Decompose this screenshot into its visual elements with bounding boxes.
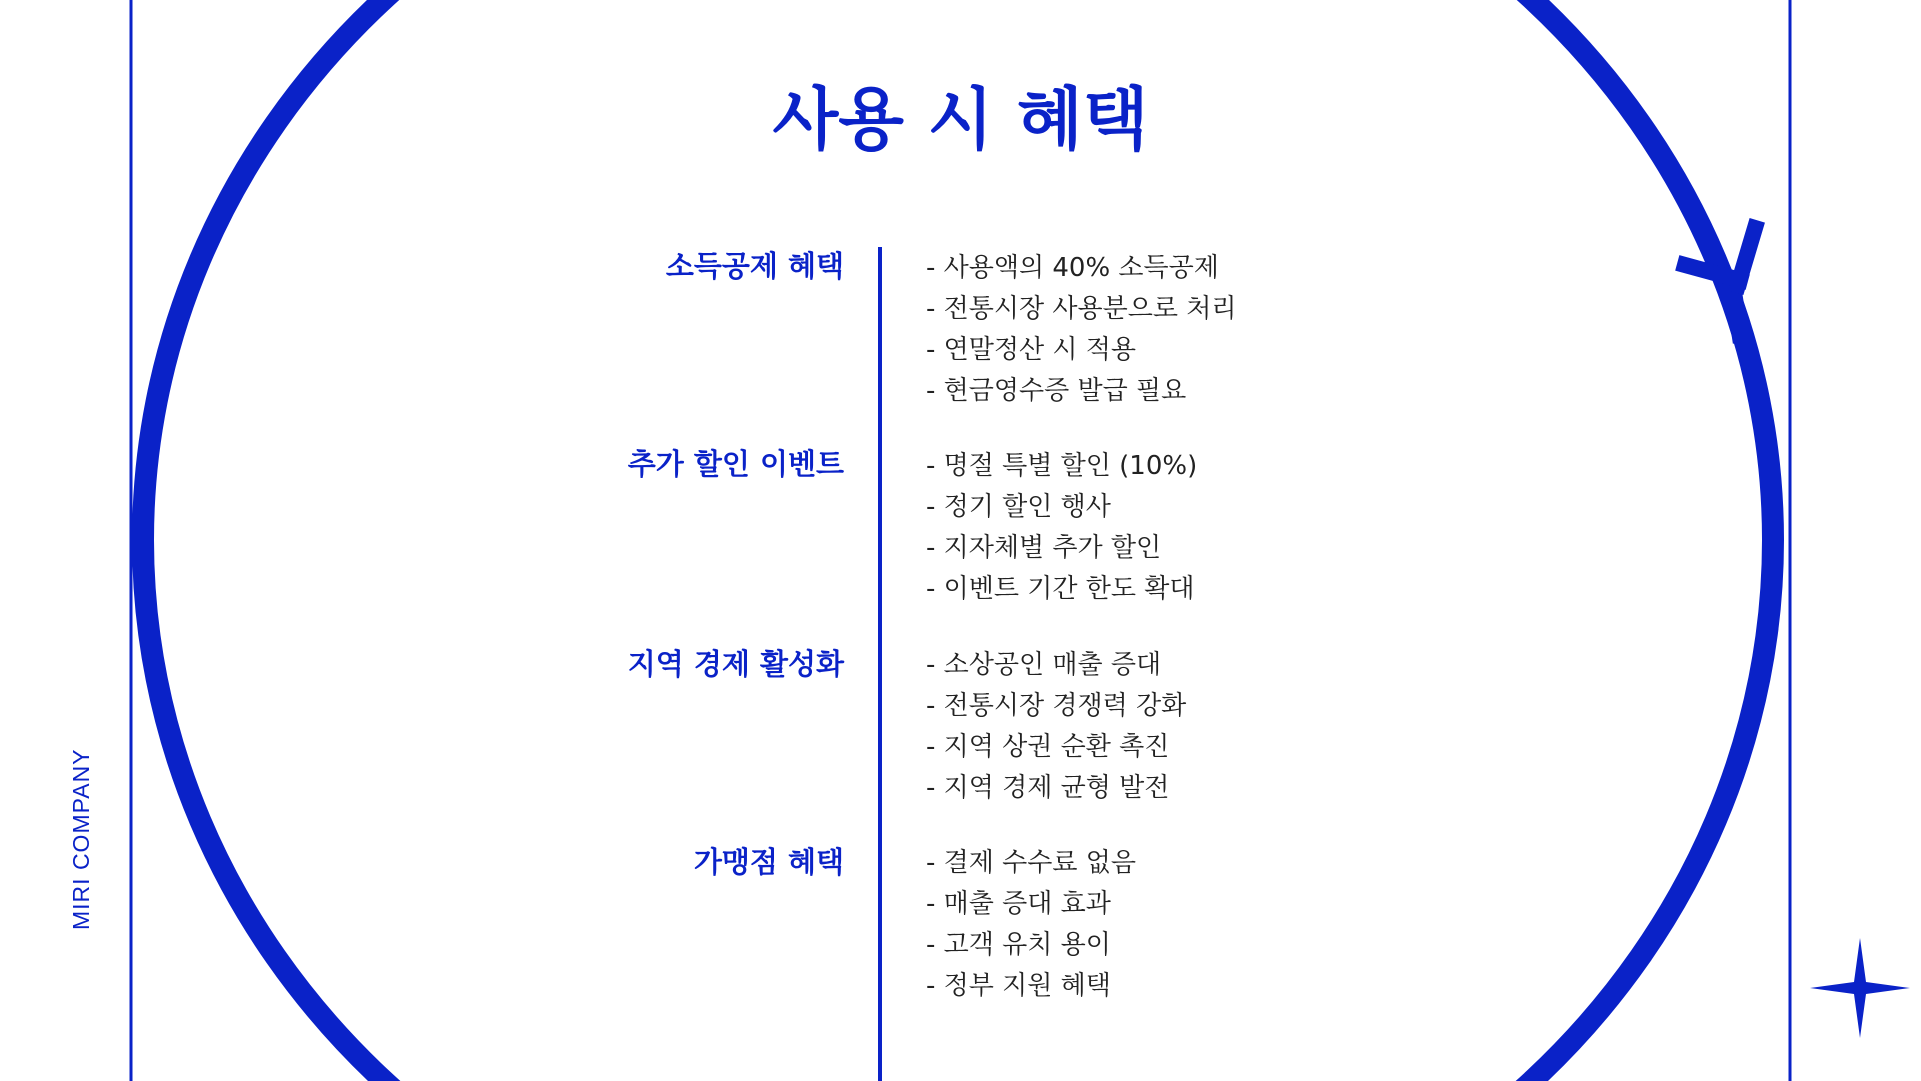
section-list-income-deduction [926, 248, 1486, 412]
list-item: - 매출 증대 효과 [926, 889, 1111, 919]
list-item: - 지자체별 추가 할인 [926, 533, 1162, 563]
list-item: - 전통시장 경쟁력 강화 [926, 691, 1187, 721]
section-list-merchant [926, 843, 1486, 1007]
list-item: - 정기 할인 행사 [926, 492, 1111, 522]
list-item: - 소상공인 매출 증대 [926, 650, 1162, 680]
list-item: - 이벤트 기간 한도 확대 [926, 574, 1195, 604]
section-heading-extra-discount: 추가 할인 이벤트 [627, 447, 844, 481]
section-heading-merchant: 가맹점 혜택 [693, 845, 844, 879]
list-item: - 결제 수수료 없음 [926, 848, 1136, 878]
list-item: - 사용액의 40% 소득공제 [926, 253, 1219, 283]
list-item: - 정부 지원 혜택 [926, 971, 1111, 1001]
section-heading-income-deduction: 소득공제 혜택 [665, 249, 844, 283]
list-item: - 전통시장 사용분으로 처리 [926, 294, 1237, 324]
sparkle-star-icon [1810, 938, 1910, 1038]
list-item: - 고객 유치 용이 [926, 930, 1111, 960]
list-item: - 지역 상권 순환 촉진 [926, 732, 1170, 762]
list-item: - 지역 경제 균형 발전 [926, 773, 1170, 803]
list-item: - 명절 특별 할인 (10%) [926, 451, 1198, 481]
side-brand-label: MIRI COMPANY [68, 748, 94, 930]
section-heading-local-economy: 지역 경제 활성화 [627, 647, 844, 681]
page-title: 사용 시 혜택 [772, 81, 1149, 160]
list-item: - 현금영수증 발급 필요 [926, 376, 1187, 406]
section-list-extra-discount [926, 446, 1486, 610]
section-list-local-economy [926, 645, 1486, 809]
list-item: - 연말정산 시 적용 [926, 335, 1136, 365]
